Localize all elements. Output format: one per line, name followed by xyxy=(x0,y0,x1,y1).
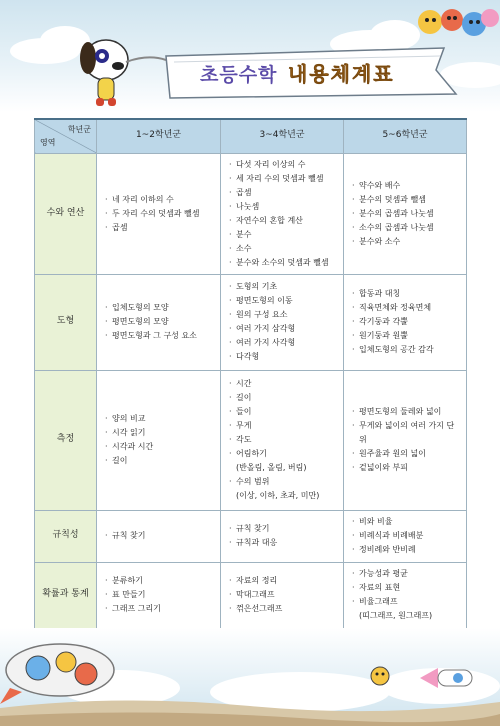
character-group-icon xyxy=(390,0,500,50)
grade-3-4-cell xyxy=(221,562,344,628)
list-item: · 비와 비율 xyxy=(352,515,458,529)
list-item: · 도형의 기초 xyxy=(229,280,335,294)
list-item: · 들이 xyxy=(229,405,335,419)
list-item: · 곱셈 xyxy=(105,221,212,235)
list-item: · 다섯 자리 이상의 수 xyxy=(229,158,335,172)
list-item: · 규칙과 대응 xyxy=(229,536,335,550)
list-item: · 여러 가지 삼각형 xyxy=(229,322,335,336)
grade-5-6-cell xyxy=(344,153,467,274)
list-item: · 수의 범위 xyxy=(229,475,335,489)
table-row xyxy=(35,370,467,510)
grade-5-6-cell xyxy=(344,370,467,510)
list-item: · 자료의 표현 xyxy=(352,581,458,595)
list-item: · 네 자리 이하의 수 xyxy=(105,193,212,207)
list-item: · 그래프 그리기 xyxy=(105,602,212,616)
list-item: · 나눗셈 xyxy=(229,200,335,214)
list-item: · 여러 가지 사각형 xyxy=(229,336,335,350)
list-item: · 길이 xyxy=(229,391,335,405)
list-item: · 규칙 찾기 xyxy=(229,522,335,536)
area-label: 규칙성 xyxy=(35,510,97,562)
table-header-row xyxy=(35,119,467,153)
list-item: · 시각과 시간 xyxy=(105,440,212,454)
list-item: · 분수와 소수의 덧셈과 뺄셈 xyxy=(229,256,335,270)
list-item: · 평면도형의 이동 xyxy=(229,294,335,308)
list-item: · 시간 xyxy=(229,377,335,391)
table-corner-cell xyxy=(35,119,97,153)
list-item: · 비례식과 비례배분 xyxy=(352,529,458,543)
area-label: 수와 연산 xyxy=(35,153,97,274)
list-item: · 분수의 덧셈과 뺄셈 xyxy=(352,193,458,207)
list-item: · 비율그래프 xyxy=(352,595,458,609)
footer-decoration xyxy=(0,628,500,726)
list-item: · 막대그래프 xyxy=(229,588,335,602)
list-item: · 분수 xyxy=(229,228,335,242)
grade-5-6-cell xyxy=(344,274,467,370)
list-item: · 시각 읽기 xyxy=(105,426,212,440)
grade-1-2-cell xyxy=(97,370,221,510)
character-icon xyxy=(371,667,389,685)
list-item: · 표 만들기 xyxy=(105,588,212,602)
list-item: · 약수와 배수 xyxy=(352,179,458,193)
list-item: · 분류하기 xyxy=(105,574,212,588)
list-item: · 분수와 소수 xyxy=(352,235,458,249)
list-item: · 곱셈 xyxy=(229,186,335,200)
list-item: · 평면도형의 모양 xyxy=(105,315,212,329)
list-item: · 규칙 찾기 xyxy=(105,529,212,543)
grade-5-6-cell xyxy=(344,562,467,628)
list-item: · 원기둥과 원뿔 xyxy=(352,329,458,343)
header-decoration xyxy=(0,0,500,112)
column-header-grade-5-6: 5~6학년군 xyxy=(344,119,467,153)
corner-area-label: 영역 xyxy=(40,137,56,147)
table-row xyxy=(35,274,467,370)
list-item: · 꺾은선그래프 xyxy=(229,602,335,616)
grade-1-2-cell xyxy=(97,274,221,370)
list-item: · 세 자리 수의 덧셈과 뺄셈 xyxy=(229,172,335,186)
list-item: · 각도 xyxy=(229,433,335,447)
list-item: · 두 자리 수의 덧셈과 뺄셈 xyxy=(105,207,212,221)
column-header-grade-3-4: 3~4학년군 xyxy=(221,119,344,153)
list-item: · 원의 구성 요소 xyxy=(229,308,335,322)
table-row xyxy=(35,510,467,562)
banner-subtitle: 내용체계표 xyxy=(288,62,395,86)
list-item: · 평면도형의 둘레와 넓이 xyxy=(352,405,458,419)
list-item: · 정비례와 반비례 xyxy=(352,543,458,557)
list-item: · 다각형 xyxy=(229,350,335,364)
area-label: 도형 xyxy=(35,274,97,370)
table-row xyxy=(35,153,467,274)
list-item: (이상, 이하, 초과, 미만) xyxy=(236,491,320,500)
grade-3-4-cell xyxy=(221,274,344,370)
area-label: 확률과 통계 xyxy=(35,562,97,628)
curriculum-table-container xyxy=(34,118,466,629)
list-item: · 소수 xyxy=(229,242,335,256)
list-item: (띠그래프, 원그래프) xyxy=(359,611,433,620)
grade-3-4-cell xyxy=(221,510,344,562)
list-item: · 합동과 대칭 xyxy=(352,287,458,301)
dog-mascot-icon xyxy=(70,32,170,110)
area-label: 측정 xyxy=(35,370,97,510)
grade-1-2-cell xyxy=(97,153,221,274)
table-row xyxy=(35,562,467,628)
grade-1-2-cell xyxy=(97,510,221,562)
list-item: · 평면도형과 그 구성 요소 xyxy=(105,329,212,343)
column-header-grade-1-2: 1~2학년군 xyxy=(97,119,221,153)
grade-3-4-cell xyxy=(221,370,344,510)
list-item: · 입체도형의 공간 감각 xyxy=(352,343,458,357)
list-item: · 자연수의 혼합 계산 xyxy=(229,214,335,228)
grade-1-2-cell xyxy=(97,562,221,628)
title-banner xyxy=(160,44,460,102)
grade-3-4-cell xyxy=(221,153,344,274)
list-item: · 무게 xyxy=(229,419,335,433)
list-item: · 원주율과 원의 넓이 xyxy=(352,447,458,461)
list-item: · 자료의 정리 xyxy=(229,574,335,588)
list-item: · 길이 xyxy=(105,454,212,468)
list-item: · 각기둥과 각뿔 xyxy=(352,315,458,329)
list-item: · 입체도형의 모양 xyxy=(105,301,212,315)
list-item: · 분수의 곱셈과 나눗셈 xyxy=(352,207,458,221)
grade-5-6-cell xyxy=(344,510,467,562)
list-item: · 겉넓이와 부피 xyxy=(352,461,458,475)
curriculum-table xyxy=(34,118,467,629)
footer-landscape-icon xyxy=(0,628,500,726)
banner-title: 초등수학 xyxy=(200,64,278,86)
list-item: · 가능성과 평균 xyxy=(352,567,458,581)
list-item: · 양의 비교 xyxy=(105,412,212,426)
list-item: · 무게와 넓이의 여러 가지 단위 xyxy=(352,419,458,447)
list-item: · 어림하기 xyxy=(229,447,335,461)
list-item: (반올림, 올림, 버림) xyxy=(236,463,307,472)
list-item: · 직육면체와 정육면체 xyxy=(352,301,458,315)
list-item: · 소수의 곱셈과 나눗셈 xyxy=(352,221,458,235)
corner-grade-label: 학년군 xyxy=(67,125,91,134)
